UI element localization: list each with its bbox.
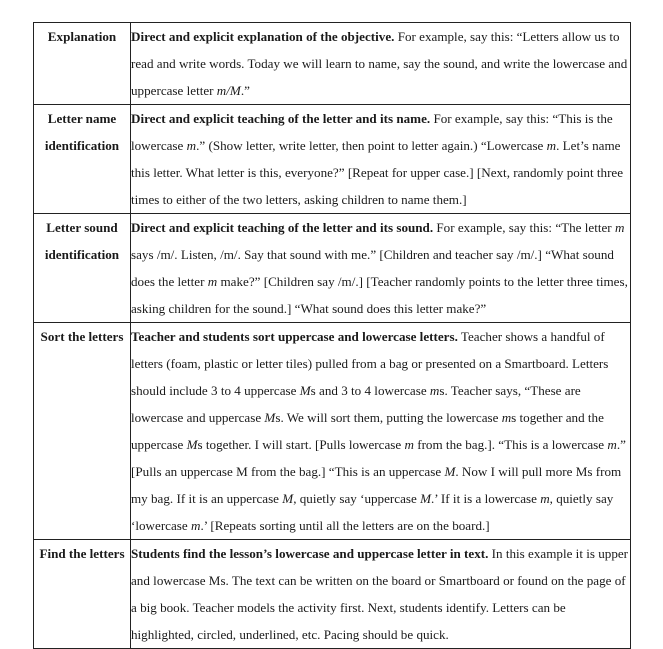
italic-letter: m bbox=[404, 437, 414, 452]
row-text: .’ [Repeats sorting until all the letters are on the board.] bbox=[200, 518, 490, 533]
row-content bbox=[131, 540, 631, 649]
row-text: from the bag.]. “This is a lowercase bbox=[413, 437, 608, 452]
row-heading: Direct and explicit teaching of the letter and its sound. bbox=[131, 220, 434, 235]
italic-letter: m bbox=[190, 518, 201, 533]
italic-letter: m bbox=[207, 274, 218, 289]
row-text: make?” [Children say /m/.] [Teacher randomly points to the letter three times, asking children for the sound.] “What sound does this letter make?” bbox=[131, 274, 628, 316]
row-text: .” (Show letter, write letter, then point to letter again.) “Lowercase bbox=[196, 138, 547, 153]
lesson-procedure-table bbox=[33, 22, 631, 649]
row-text: s and 3 to 4 lowercase bbox=[310, 383, 430, 398]
row-text: Teacher shows a handful of letters (foam, plastic or letter tiles) pulled from a bag or presented on a Smartboard. Letters should include 3 to 4 uppercase bbox=[131, 329, 609, 398]
row-content bbox=[131, 23, 631, 105]
row-label: Letter name identification bbox=[34, 105, 131, 214]
row-label: Letter sound identification bbox=[34, 214, 131, 323]
row-text: s together. I will start. [Pulls lowercase bbox=[197, 437, 405, 452]
row-text: , quietly say ‘lowercase bbox=[131, 491, 614, 533]
italic-letter: m bbox=[186, 138, 197, 153]
row-text: For example, say this: “The letter bbox=[433, 220, 615, 235]
row-text: .’ If it is a lowercase bbox=[431, 491, 541, 506]
italic-letter: m bbox=[614, 220, 625, 235]
row-label: Find the letters bbox=[34, 540, 131, 649]
italic-letter: m bbox=[429, 383, 440, 398]
italic-letter: m bbox=[546, 138, 557, 153]
row-heading: Students find the lesson’s lowercase and uppercase letter in text. bbox=[131, 546, 489, 561]
row-text: .” bbox=[240, 83, 250, 98]
row-text: In this example it is upper and lowercase Ms. The text can be written on the board or Smartboard or found on the page of a big book. Teacher models the activity first. Next, students identify. Letters can be highlighted, circled, underlined, etc. Pacing should be quick. bbox=[131, 546, 629, 642]
table-row-find-the-letters bbox=[34, 540, 631, 649]
row-text: . Now I will pull more Ms from my bag. If it is an uppercase bbox=[131, 464, 622, 506]
table-row-letter-name-identification bbox=[34, 105, 631, 214]
row-heading: Teacher and students sort uppercase and lowercase letters. bbox=[131, 329, 458, 344]
row-label: Explanation bbox=[34, 23, 131, 105]
row-content bbox=[131, 105, 631, 214]
row-content bbox=[131, 214, 631, 323]
row-heading: Direct and explicit explanation of the objective. bbox=[131, 29, 395, 44]
italic-letter: M bbox=[444, 464, 456, 479]
row-text: s. Teacher says, “These are lowercase and uppercase bbox=[131, 383, 581, 425]
row-text: .” [Pulls an uppercase M from the bag.] “This is an uppercase bbox=[131, 437, 626, 479]
row-text: s. We will sort them, putting the lowercase bbox=[275, 410, 502, 425]
row-text: For example, say this: “This is the lowercase bbox=[131, 111, 613, 153]
row-text: , quietly say ‘uppercase bbox=[293, 491, 421, 506]
row-text: . Let’s name this letter. What letter is this, everyone?” [Repeat for upper case.] [Next, randomly point three times to either of the two letters, asking children to name them.] bbox=[131, 138, 624, 207]
italic-letter: M bbox=[186, 437, 198, 452]
italic-letter: M bbox=[282, 491, 294, 506]
row-heading: Direct and explicit teaching of the letter and its name. bbox=[131, 111, 431, 126]
table-row-explanation bbox=[34, 23, 631, 105]
table-row-sort-the-letters bbox=[34, 323, 631, 540]
row-text: s together and the uppercase bbox=[131, 410, 604, 452]
row-content bbox=[131, 323, 631, 540]
italic-letter: m/M bbox=[216, 83, 241, 98]
italic-letter: m bbox=[607, 437, 617, 452]
row-text: says /m/. Listen, /m/. Say that sound with me.” [Children and teacher say /m/.] “What sound does the letter bbox=[131, 247, 614, 289]
row-text: For example, say this: “Letters allow us to read and write words. Today we will learn to name, say the sound, and write the lowercase and uppercase letter bbox=[131, 29, 628, 98]
italic-letter: M bbox=[299, 383, 311, 398]
italic-letter: M bbox=[420, 491, 431, 506]
row-label: Sort the letters bbox=[34, 323, 131, 540]
italic-letter: M bbox=[264, 410, 276, 425]
italic-letter: m bbox=[540, 491, 550, 506]
italic-letter: m bbox=[501, 410, 512, 425]
table-row-letter-sound-identification bbox=[34, 214, 631, 323]
